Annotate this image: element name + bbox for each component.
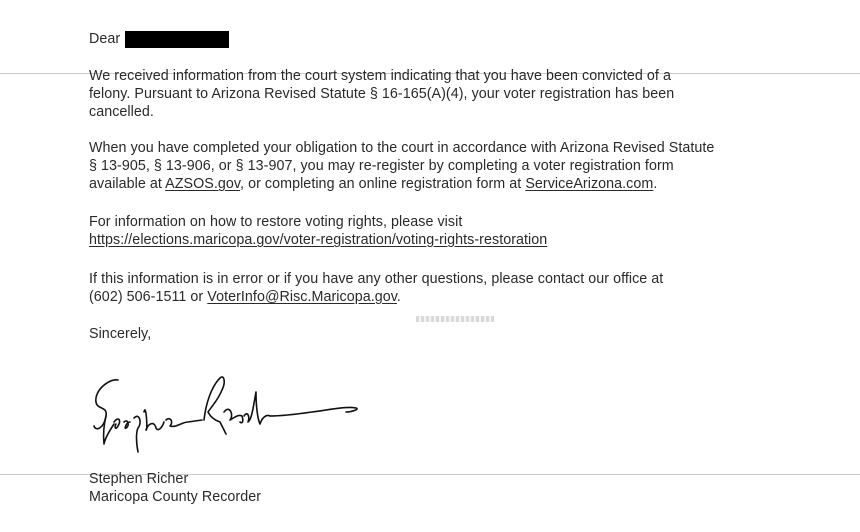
- text: , or completing an online registration form at: [240, 176, 526, 192]
- restoration-url-link[interactable]: https://elections.maricopa.gov/voter-registration/voting-rights-restoration: [89, 232, 548, 248]
- voterinfo-email-link[interactable]: VoterInfo@Risc.Maricopa.gov: [207, 289, 397, 305]
- paragraph-3-line-1: For information on how to restore voting rights, please visit: [89, 214, 463, 230]
- paragraph-2-line-1: When you have completed your obligation to the court in accordance with Arizona Revised Statute: [89, 140, 715, 156]
- text: available at: [89, 176, 166, 192]
- paragraph-2-line-2: § 13-905, § 13-906, or § 13-907, you may re-register by completing a voter registration form: [89, 158, 674, 174]
- salutation: Dear: [89, 31, 121, 47]
- paragraph-1-line-2: felony. Pursuant to Arizona Revised Statute § 16-165(A)(4), your voter registration has been: [89, 86, 675, 102]
- redacted-recipient-name: [125, 31, 229, 48]
- azsos-link[interactable]: AZSOS.gov: [165, 176, 241, 192]
- paragraph-4-line-2: [89, 288, 401, 306]
- closing: Sincerely,: [89, 326, 152, 342]
- text: .: [396, 289, 401, 305]
- text: .: [653, 176, 658, 192]
- phone-text: (602) 506-1511 or: [89, 289, 208, 305]
- signature-image: [84, 372, 384, 467]
- paragraph-1-line-1: We received information from the court system indicating that you have been convicted of a: [89, 68, 671, 84]
- paragraph-2-line-3: [89, 175, 657, 193]
- signer-name: Stephen Richer: [89, 471, 189, 487]
- servicearizona-link[interactable]: ServiceArizona.com: [525, 176, 654, 192]
- paragraph-1-line-3: cancelled.: [89, 104, 154, 120]
- signer-title: Maricopa County Recorder: [89, 489, 262, 505]
- paragraph-4-line-1: If this information is in error or if you have any other questions, please contact our office at: [89, 271, 664, 287]
- scan-smudge: [416, 316, 494, 322]
